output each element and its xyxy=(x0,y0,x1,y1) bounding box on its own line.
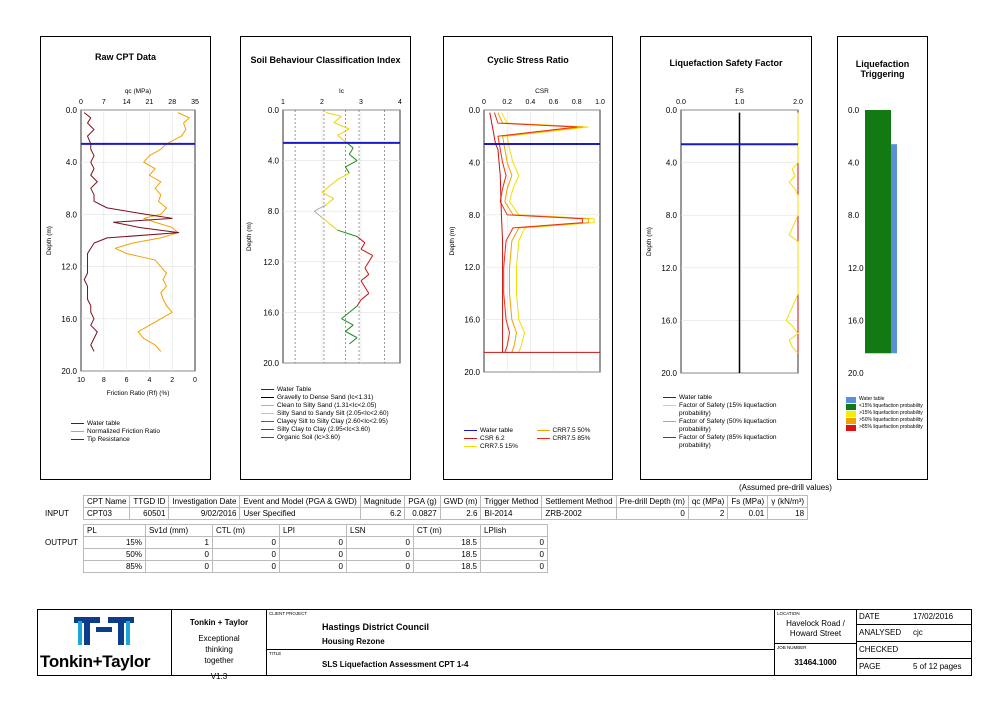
csr-top-tick: 1.0 xyxy=(595,99,605,106)
title-label: TITLE xyxy=(269,651,282,656)
sbt-depth-tick: 8.0 xyxy=(267,207,279,217)
input-header-cell: CPT Name xyxy=(84,496,130,508)
sbt-legend-item xyxy=(261,434,406,442)
raw-top-tick: 14 xyxy=(122,99,131,106)
csr-top-tick: 0.6 xyxy=(548,99,559,106)
output-value-cell: 0 xyxy=(213,537,280,549)
sbt-top-tick: 2 xyxy=(320,99,324,106)
trigger-legend-item xyxy=(846,424,926,431)
logo-cell xyxy=(38,610,172,675)
raw-bottom-tick: 4 xyxy=(147,377,152,384)
input-header-cell: γ (kN/m³) xyxy=(768,496,808,508)
fs-y-axis-label: Depth (m) xyxy=(646,227,653,256)
output-row xyxy=(84,561,548,573)
sbt-legend-item xyxy=(261,402,406,410)
input-header-cell: Magnitude xyxy=(360,496,404,508)
raw-depth-tick: 12.0 xyxy=(61,262,77,272)
output-value-cell: 85% xyxy=(84,561,146,573)
trigger-depth-tick: 20.0 xyxy=(848,369,864,378)
trigger-depth-tick: 12.0 xyxy=(848,263,864,273)
raw-bottom-axis-label: Friction Ratio (Rf) (%) xyxy=(106,390,170,397)
csr-title: Cyclic Stress Ratio xyxy=(487,55,569,65)
trigger-legend-label: >15% liquefaction probability xyxy=(859,410,923,416)
sbt-legend-swatch xyxy=(261,429,274,430)
trigger-legend-item xyxy=(846,396,926,403)
input-value-cell: User Specified xyxy=(240,508,360,520)
csr-chart xyxy=(444,37,614,481)
sbt-top-axis-label: Ic xyxy=(338,88,345,95)
csr-legend-swatch xyxy=(464,438,477,439)
location-value: Havelock Road / Howard Street xyxy=(786,619,845,638)
logo-wordmark: Tonkin+Taylor xyxy=(40,652,151,671)
output-value-cell: 0 xyxy=(280,549,347,561)
csr-legend-item xyxy=(537,435,610,443)
output-value-cell: 0 xyxy=(481,561,548,573)
fs-legend xyxy=(663,394,808,450)
input-header-cell: TTGD ID xyxy=(130,496,169,508)
input-header-cell: PGA (g) xyxy=(405,496,440,508)
csr-legend-label: CRR7.5 50% xyxy=(552,427,591,434)
project-name: Housing Rezone xyxy=(322,637,385,646)
client-name: Hastings District Council xyxy=(322,622,430,632)
csr-top-tick: 0 xyxy=(482,99,486,106)
sbt-ic-segment xyxy=(361,281,365,287)
output-value-cell: 0 xyxy=(280,537,347,549)
fs-panel xyxy=(640,36,812,480)
sbt-ic-segment xyxy=(361,293,369,299)
output-value-cell: 0 xyxy=(213,549,280,561)
input-header-cell: Settlement Method xyxy=(542,496,616,508)
output-row xyxy=(84,537,548,549)
job-number: 31464.1000 xyxy=(794,658,837,667)
output-header-cell: LPIish xyxy=(481,525,548,537)
raw-legend-label: Tip Resistance xyxy=(87,436,130,443)
csr-top-axis-label: CSR xyxy=(535,88,549,95)
input-value-cell: CPT03 xyxy=(84,508,130,520)
input-value-cell: 60501 xyxy=(130,508,169,520)
sbt-top-tick: 3 xyxy=(359,99,363,106)
sbt-legend-label: Clayey Silt to Silty Clay (2.60<Ic<2.95) xyxy=(277,418,388,425)
raw-legend-item xyxy=(71,428,206,436)
raw-top-tick: 21 xyxy=(145,99,154,106)
input-table xyxy=(83,495,808,520)
output-table xyxy=(83,524,548,573)
csr-legend-swatch xyxy=(464,446,477,447)
meta-cell xyxy=(857,610,971,675)
raw-legend-swatch xyxy=(71,423,84,424)
input-header-cell: Fs (MPa) xyxy=(728,496,768,508)
csr-legend-item xyxy=(464,435,537,443)
raw-y-axis-label: Depth (m) xyxy=(46,226,53,255)
raw-legend-label: Water table xyxy=(87,420,120,427)
company-tagline: Exceptional thinking together xyxy=(198,634,240,665)
sbt-legend-swatch xyxy=(261,437,274,438)
csr-legend xyxy=(464,427,609,451)
fs-legend-label: Factor of Safety (50% liquefaction probability) xyxy=(679,418,777,433)
trigger-legend-label: <15% liquefaction probability xyxy=(859,403,923,409)
sbt-legend-label: Gravelly to Dense Sand (Ic<1.31) xyxy=(277,394,374,401)
client-label: CLIENT PROJECT xyxy=(269,611,308,616)
checked-label: CHECKED xyxy=(859,645,899,654)
output-value-cell: 0 xyxy=(213,561,280,573)
raw-bottom-tick: 2 xyxy=(170,377,175,384)
fs-depth-tick: 0.0 xyxy=(665,106,677,115)
trigger-legend-item xyxy=(846,410,926,417)
sbt-ic-segment xyxy=(338,230,358,236)
output-header-cell: Sv1d (mm) xyxy=(146,525,213,537)
raw-depth-tick: 4.0 xyxy=(65,158,77,168)
fs-legend-label: Factor of Safety (85% liquefaction probability) xyxy=(679,434,777,449)
fs-legend-swatch xyxy=(663,405,676,406)
csr-legend-swatch xyxy=(464,430,477,431)
input-value-cell: 2.6 xyxy=(440,508,481,520)
csr-legend-item xyxy=(464,427,537,435)
trigger-legend-swatch xyxy=(846,397,856,403)
output-header-cell: LPI xyxy=(280,525,347,537)
input-label: INPUT xyxy=(45,509,69,518)
title-block xyxy=(37,609,972,681)
csr-depth-tick: 20.0 xyxy=(464,368,480,377)
fs-depth-tick: 4.0 xyxy=(665,158,677,168)
fs-legend-label: Factor of Safety (15% liquefaction probability) xyxy=(679,402,777,417)
trigger-legend-item xyxy=(846,417,926,424)
csr-top-tick: 0.8 xyxy=(571,99,582,106)
trigger-legend-swatch xyxy=(846,425,856,431)
sbt-ic-segment xyxy=(334,116,342,122)
fs-top-tick: 0.0 xyxy=(676,99,686,106)
sbt-legend-label: Clean to Silty Sand (1.31<Ic<2.05) xyxy=(277,402,377,409)
output-row xyxy=(84,549,548,561)
fs-depth-tick: 12.0 xyxy=(661,263,677,273)
raw-top-tick: 7 xyxy=(101,99,106,106)
sbt-depth-tick: 20.0 xyxy=(263,359,279,368)
trigger-water-bar xyxy=(891,144,897,353)
input-value-cell: 0 xyxy=(616,508,688,520)
drawing-title: SLS Liquefaction Assessment CPT 1-4 xyxy=(322,660,469,669)
csr-depth-tick: 8.0 xyxy=(468,210,480,220)
sbt-ic-segment xyxy=(349,338,357,344)
output-value-cell: 0 xyxy=(146,549,213,561)
trigger-title: Liquefaction Triggering xyxy=(855,59,910,79)
fs-top-axis-label: FS xyxy=(735,88,744,95)
sbt-ic-segment xyxy=(330,224,338,230)
sbt-legend-swatch xyxy=(261,397,274,398)
sbt-ic-segment xyxy=(314,211,322,217)
input-value-cell: 2 xyxy=(688,508,727,520)
sbt-legend-item xyxy=(261,394,406,402)
trigger-depth-tick: 8.0 xyxy=(848,211,860,221)
raw-bottom-tick: 0 xyxy=(193,377,197,384)
date-label: DATE xyxy=(859,612,880,621)
trigger-panel xyxy=(837,36,928,480)
fs-legend-swatch xyxy=(663,421,676,422)
raw-depth-tick: 20.0 xyxy=(61,367,77,376)
sbt-ic-segment xyxy=(338,129,350,135)
sbt-legend-swatch xyxy=(261,389,274,390)
sbt-ic-segment xyxy=(345,331,357,337)
raw-top-tick: 0 xyxy=(79,99,83,106)
sbt-legend-item xyxy=(261,386,406,394)
csr-legend-label: CRR7.5 85% xyxy=(552,435,591,442)
fs-depth-tick: 16.0 xyxy=(661,316,677,326)
date-value: 17/02/2016 xyxy=(913,612,954,621)
trigger-depth-tick: 0.0 xyxy=(848,106,860,115)
sbt-ic-segment xyxy=(369,255,373,261)
title-cell xyxy=(267,650,775,675)
fs-legend-item xyxy=(663,434,808,450)
output-value-cell: 18.5 xyxy=(414,537,481,549)
csr-top-tick: 0.2 xyxy=(502,99,513,106)
sbt-ic-segment xyxy=(365,262,369,268)
trigger-green-bar xyxy=(865,110,891,353)
sbt-legend-label: Water Table xyxy=(277,386,312,393)
fs-legend-label: Water table xyxy=(679,394,712,401)
trigger-legend-item xyxy=(846,403,926,410)
input-value-cell: 0.0827 xyxy=(405,508,440,520)
sbt-ic-segment xyxy=(342,319,354,325)
location-cell xyxy=(775,610,857,644)
trigger-legend xyxy=(846,396,926,431)
fs-legend-item xyxy=(663,418,808,434)
sbt-ic-segment xyxy=(345,161,357,167)
raw-cpt-chart xyxy=(41,37,212,481)
sbt-legend-label: Silty Sand to Sandy Silt (2.05<Ic<2.60) xyxy=(277,410,389,417)
sbt-y-axis-label: Depth (m) xyxy=(246,222,253,251)
page-label: PAGE xyxy=(859,662,881,671)
csr-panel xyxy=(443,36,613,480)
csr-legend-label: CSR 6.2 xyxy=(480,435,505,442)
output-value-cell: 15% xyxy=(84,537,146,549)
sbt-top-tick: 1 xyxy=(281,99,285,106)
raw-bottom-tick: 10 xyxy=(77,377,85,384)
sbt-legend-label: Organic Soil (Ic>3.60) xyxy=(277,434,341,441)
fs-legend-item xyxy=(663,402,808,418)
csr-legend-swatch xyxy=(537,430,550,431)
trigger-legend-label: >85% liquefaction probability xyxy=(859,424,923,430)
sbt-ic-segment xyxy=(326,199,334,205)
raw-bottom-tick: 8 xyxy=(101,377,106,384)
sbt-ic-segment xyxy=(322,186,330,192)
trigger-legend-swatch xyxy=(846,411,856,417)
input-value-cell: 18 xyxy=(768,508,808,520)
sbt-ic-segment xyxy=(365,268,369,274)
sbt-panel xyxy=(240,36,411,480)
trigger-legend-label: Water table xyxy=(859,396,885,402)
input-header-cell: Trigger Method xyxy=(481,496,542,508)
fs-legend-item xyxy=(663,394,808,402)
crr-50-line xyxy=(498,113,588,353)
input-header-cell: Pre-drill Depth (m) xyxy=(616,496,688,508)
sbt-ic-segment xyxy=(322,218,330,224)
tt-logo-icon xyxy=(72,615,136,649)
output-header-cell: CT (m) xyxy=(414,525,481,537)
sbt-plot-frame xyxy=(283,110,400,363)
input-value-cell: 0.01 xyxy=(728,508,768,520)
raw-cpt-legend xyxy=(71,420,206,444)
input-header-cell: GWD (m) xyxy=(440,496,481,508)
raw-depth-tick: 16.0 xyxy=(61,314,77,324)
csr-legend-swatch xyxy=(537,438,550,439)
fs-legend-swatch xyxy=(663,437,676,438)
input-header-cell: qc (MPa) xyxy=(688,496,727,508)
sbt-legend-label: Silty Clay to Clay (2.95<Ic<3.60) xyxy=(277,426,371,433)
sbt-ic-segment xyxy=(345,167,349,173)
csr-depth-tick: 0.0 xyxy=(468,106,480,115)
location-label: LOCATION xyxy=(777,611,800,616)
raw-tip-resistance-line xyxy=(84,113,178,352)
sbt-ic-segment xyxy=(349,154,357,160)
output-header-cell: CTL (m) xyxy=(213,525,280,537)
sbt-depth-tick: 4.0 xyxy=(267,156,279,166)
crr-15-line xyxy=(501,113,594,353)
raw-legend-swatch xyxy=(71,431,84,432)
sbt-legend-item xyxy=(261,418,406,426)
csr-legend-label: CRR7.5 15% xyxy=(480,443,518,450)
trigger-depth-tick: 4.0 xyxy=(848,158,860,168)
output-value-cell: 18.5 xyxy=(414,561,481,573)
fs-legend-swatch xyxy=(663,397,676,398)
raw-depth-tick: 8.0 xyxy=(65,210,77,220)
sbt-ic-segment xyxy=(326,113,342,117)
output-value-cell: 18.5 xyxy=(414,549,481,561)
output-header-cell: LSN xyxy=(347,525,414,537)
sbt-ic-segment xyxy=(357,300,361,306)
fs-15-line xyxy=(786,113,798,354)
input-value-cell: 9/02/2016 xyxy=(169,508,240,520)
sbt-legend xyxy=(261,386,406,442)
raw-top-axis-label: qc (MPa) xyxy=(124,88,152,95)
input-value-cell: ZRB-2002 xyxy=(542,508,616,520)
csr-legend-item xyxy=(464,443,537,451)
analysed-label: ANALYSED xyxy=(859,628,902,637)
output-value-cell: 0 xyxy=(347,549,414,561)
crr-85-line xyxy=(494,113,582,353)
sbt-title: Soil Behaviour Classification Index xyxy=(250,55,401,65)
sbt-legend-item xyxy=(261,426,406,434)
csr-plot-frame xyxy=(484,110,600,372)
csr-depth-tick: 16.0 xyxy=(464,315,480,325)
csr-legend-item xyxy=(537,427,610,435)
sbt-depth-tick: 16.0 xyxy=(263,308,279,318)
version: V1.3 xyxy=(210,672,228,681)
sbt-legend-item xyxy=(261,410,406,418)
output-value-cell: 0 xyxy=(481,549,548,561)
csr-62-line xyxy=(490,113,503,353)
input-value-cell: BI-2014 xyxy=(481,508,542,520)
company-cell xyxy=(172,610,267,681)
sbt-legend-swatch xyxy=(261,421,274,422)
sbt-depth-tick: 12.0 xyxy=(263,257,279,267)
raw-bottom-tick: 6 xyxy=(124,377,129,384)
output-value-cell: 0 xyxy=(347,537,414,549)
raw-legend-label: Normalized Friction Ratio xyxy=(87,428,160,435)
sbt-top-tick: 4 xyxy=(398,99,402,106)
sbt-ic-segment xyxy=(338,135,346,141)
fs-depth-tick: 8.0 xyxy=(665,211,677,221)
output-value-cell: 0 xyxy=(146,561,213,573)
output-value-cell: 0 xyxy=(280,561,347,573)
sbt-ic-segment xyxy=(330,180,338,186)
output-header-cell: PL xyxy=(84,525,146,537)
csr-legend-label: Water table xyxy=(480,427,513,434)
input-header-cell: Investigation Date xyxy=(169,496,240,508)
sbt-ic-segment xyxy=(361,274,369,280)
sbt-ic-segment xyxy=(361,243,365,249)
sbt-ic-segment xyxy=(342,312,350,318)
csr-depth-tick: 4.0 xyxy=(468,158,480,168)
trigger-depth-tick: 16.0 xyxy=(848,316,864,326)
trigger-legend-swatch xyxy=(846,418,856,424)
raw-cpt-panel xyxy=(40,36,211,480)
sbt-ic-segment xyxy=(334,123,350,129)
sbt-ic-segment xyxy=(349,148,353,154)
raw-top-tick: 28 xyxy=(168,99,177,106)
raw-legend-item xyxy=(71,420,206,428)
sbt-legend-swatch xyxy=(261,413,274,414)
sbt-legend-swatch xyxy=(261,405,274,406)
input-header-cell: Event and Model (PGA & GWD) xyxy=(240,496,360,508)
sbt-ic-segment xyxy=(338,173,350,179)
raw-legend-item xyxy=(71,436,206,444)
csr-y-axis-label: Depth (m) xyxy=(449,226,456,256)
output-value-cell: 1 xyxy=(146,537,213,549)
fs-title: Liquefaction Safety Factor xyxy=(669,58,783,68)
job-label: JOB NUMBER xyxy=(777,645,807,650)
page-value: 5 of 12 pages xyxy=(913,662,962,671)
raw-depth-tick: 0.0 xyxy=(65,106,77,115)
output-value-cell: 0 xyxy=(481,537,548,549)
csr-depth-tick: 12.0 xyxy=(464,263,480,273)
output-label: OUTPUT xyxy=(45,538,78,547)
sbt-depth-tick: 0.0 xyxy=(267,106,279,115)
fs-depth-tick: 20.0 xyxy=(661,369,677,378)
raw-legend-swatch xyxy=(71,439,84,440)
client-cell xyxy=(267,610,775,650)
fs-top-tick: 2.0 xyxy=(793,99,803,106)
assumed-note: (Assumed pre-drill values) xyxy=(739,483,832,492)
output-value-cell: 50% xyxy=(84,549,146,561)
analysed-value: cjc xyxy=(913,628,923,637)
trigger-legend-swatch xyxy=(846,404,856,410)
csr-top-tick: 0.4 xyxy=(525,99,536,106)
fs-top-tick: 1.0 xyxy=(734,99,745,106)
sbt-ic-segment xyxy=(349,306,357,312)
company-name: Tonkin + Taylor xyxy=(189,618,249,627)
raw-cpt-title: Raw CPT Data xyxy=(94,52,156,62)
sbt-ic-segment xyxy=(365,287,369,293)
trigger-legend-label: >50% liquefaction probability xyxy=(859,417,923,423)
sbt-ic-segment xyxy=(345,325,353,331)
job-cell xyxy=(775,644,857,675)
output-value-cell: 0 xyxy=(347,561,414,573)
raw-top-tick: 35 xyxy=(191,99,199,106)
input-value-cell: 6.2 xyxy=(360,508,404,520)
sbt-ic-segment xyxy=(361,249,373,255)
